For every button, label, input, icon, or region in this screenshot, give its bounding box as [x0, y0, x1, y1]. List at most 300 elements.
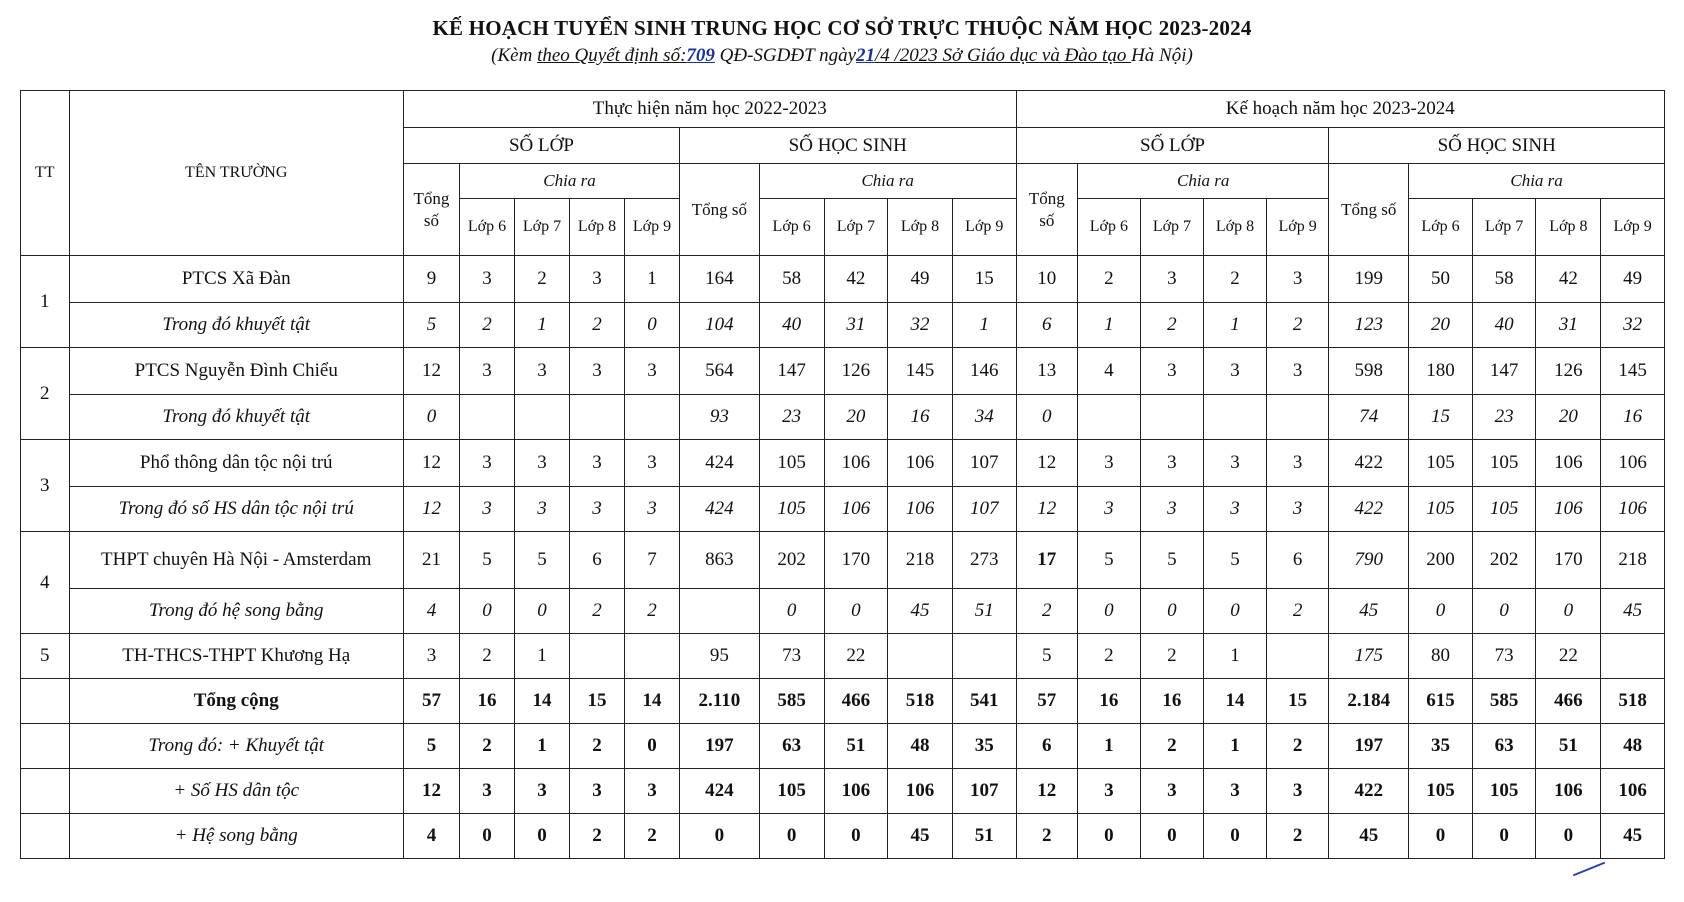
value-cell [1140, 395, 1204, 440]
value-cell: 175 [1329, 634, 1409, 679]
value-cell: 0 [824, 589, 888, 634]
value-cell: 2 [1016, 814, 1077, 859]
header-grade-6: Lớp 6 [759, 199, 824, 256]
value-cell: 3 [403, 634, 459, 679]
value-cell: 0 [759, 589, 824, 634]
value-cell: 3 [1078, 440, 1141, 487]
table-row [21, 487, 1665, 532]
value-cell: 107 [952, 487, 1016, 532]
school-name: THPT chuyên Hà Nội - Amsterdam [69, 532, 403, 589]
value-cell: 3 [1266, 769, 1329, 814]
value-cell [625, 395, 680, 440]
value-cell: 2 [1140, 303, 1204, 348]
value-cell: 2 [1266, 589, 1329, 634]
value-cell: 106 [824, 487, 888, 532]
value-cell: 200 [1409, 532, 1473, 589]
value-cell: 15 [1266, 679, 1329, 724]
value-cell: 105 [1409, 769, 1473, 814]
header-total-classes-2022: Tổng số [403, 164, 459, 256]
value-cell: 0 [1472, 589, 1536, 634]
value-cell: 1 [1078, 303, 1141, 348]
value-cell [570, 395, 625, 440]
header-grade-6: Lớp 6 [1078, 199, 1141, 256]
value-cell: 3 [1204, 769, 1267, 814]
value-cell: 0 [1536, 814, 1601, 859]
value-cell: 585 [1472, 679, 1536, 724]
value-cell: 170 [1536, 532, 1601, 589]
value-cell: 1 [1078, 724, 1141, 769]
value-cell: 9 [403, 256, 459, 303]
value-cell: 6 [1016, 303, 1077, 348]
value-cell: 104 [680, 303, 760, 348]
value-cell: 57 [403, 679, 459, 724]
value-cell: 3 [1140, 348, 1204, 395]
value-cell [1601, 634, 1665, 679]
value-cell: 106 [888, 487, 953, 532]
value-cell: 126 [824, 348, 888, 395]
value-cell: 48 [888, 724, 953, 769]
value-cell: 518 [888, 679, 953, 724]
header-grade-8: Lớp 8 [888, 199, 953, 256]
value-cell: 20 [824, 395, 888, 440]
value-cell: 3 [570, 256, 625, 303]
value-cell: 273 [952, 532, 1016, 589]
value-cell: 42 [824, 256, 888, 303]
value-cell [625, 634, 680, 679]
value-cell: 518 [1601, 679, 1665, 724]
table-row [21, 589, 1665, 634]
row-index: 5 [21, 634, 70, 679]
value-cell: 12 [403, 348, 459, 395]
value-cell: 32 [1601, 303, 1665, 348]
table-row [21, 256, 1665, 303]
value-cell: 105 [1409, 487, 1473, 532]
value-cell: 0 [1472, 814, 1536, 859]
value-cell [888, 634, 953, 679]
value-cell: 15 [570, 679, 625, 724]
value-cell: 3 [1266, 256, 1329, 303]
value-cell: 57 [1016, 679, 1077, 724]
value-cell: 3 [570, 348, 625, 395]
value-cell: 0 [625, 303, 680, 348]
value-cell: 0 [1204, 814, 1267, 859]
value-cell: 12 [403, 440, 459, 487]
header-school-name: TÊN TRƯỜNG [69, 91, 403, 256]
value-cell: 51 [824, 724, 888, 769]
value-cell: 2 [1266, 724, 1329, 769]
table-row-total [21, 679, 1665, 724]
value-cell: 147 [1472, 348, 1536, 395]
value-cell: 2 [1140, 724, 1204, 769]
value-cell: 0 [1204, 589, 1267, 634]
value-cell: 3 [460, 348, 515, 395]
value-cell: 3 [1078, 487, 1141, 532]
value-cell: 2 [1016, 589, 1077, 634]
row-index-empty [21, 724, 70, 769]
value-cell: 424 [680, 769, 760, 814]
value-cell: 2 [1266, 814, 1329, 859]
handwritten-day: 21 [856, 45, 875, 66]
value-cell: 0 [460, 589, 515, 634]
value-cell: 126 [1536, 348, 1601, 395]
value-cell: 2 [460, 724, 515, 769]
value-cell: 199 [1329, 256, 1409, 303]
table-row [21, 303, 1665, 348]
row-index: 3 [21, 440, 70, 532]
value-cell: 23 [759, 395, 824, 440]
value-cell: 16 [1140, 679, 1204, 724]
header-breakdown: Chia ra [759, 164, 1016, 199]
value-cell: 0 [460, 814, 515, 859]
value-cell [460, 395, 515, 440]
value-cell: 3 [515, 348, 570, 395]
header-students-2022: SỐ HỌC SINH [680, 128, 1017, 164]
school-subrow-label: Trong đó số HS dân tộc nội trú [69, 487, 403, 532]
row-index-empty [21, 679, 70, 724]
value-cell [1204, 395, 1267, 440]
value-cell: 0 [1140, 814, 1204, 859]
value-cell [515, 395, 570, 440]
school-subrow-label: Trong đó khuyết tật [69, 395, 403, 440]
value-cell: 3 [515, 440, 570, 487]
value-cell: 12 [1016, 487, 1077, 532]
value-cell: 45 [888, 814, 953, 859]
value-cell: 20 [1536, 395, 1601, 440]
value-cell: 2 [570, 589, 625, 634]
value-cell: 6 [570, 532, 625, 589]
value-cell: 3 [1204, 348, 1267, 395]
value-cell: 4 [403, 814, 459, 859]
value-cell: 197 [680, 724, 760, 769]
table-row-summary [21, 769, 1665, 814]
value-cell: 107 [952, 769, 1016, 814]
value-cell: 106 [1536, 487, 1601, 532]
value-cell: 0 [1536, 589, 1601, 634]
value-cell: 3 [460, 256, 515, 303]
value-cell: 34 [952, 395, 1016, 440]
value-cell: 51 [1536, 724, 1601, 769]
value-cell: 45 [888, 589, 953, 634]
header-plan-2023-2024: Kế hoạch năm học 2023-2024 [1016, 91, 1664, 128]
value-cell: 3 [460, 487, 515, 532]
value-cell: 145 [888, 348, 953, 395]
header-grade-8: Lớp 8 [1536, 199, 1601, 256]
value-cell: 422 [1329, 440, 1409, 487]
value-cell: 95 [680, 634, 760, 679]
header-students-2023: SỐ HỌC SINH [1329, 128, 1665, 164]
value-cell: 58 [759, 256, 824, 303]
header-grade-8: Lớp 8 [1204, 199, 1267, 256]
value-cell: 14 [515, 679, 570, 724]
school-name: TH-THCS-THPT Khương Hạ [69, 634, 403, 679]
value-cell: 585 [759, 679, 824, 724]
value-cell: 3 [1204, 440, 1267, 487]
value-cell: 7 [625, 532, 680, 589]
value-cell: 3 [570, 440, 625, 487]
value-cell: 74 [1329, 395, 1409, 440]
value-cell: 23 [1472, 395, 1536, 440]
value-cell: 14 [625, 679, 680, 724]
value-cell: 51 [952, 589, 1016, 634]
header-grade-6: Lớp 6 [460, 199, 515, 256]
table-row [21, 634, 1665, 679]
value-cell [952, 634, 1016, 679]
total-label: Tổng cộng [69, 679, 403, 724]
value-cell: 45 [1601, 814, 1665, 859]
value-cell: 4 [1078, 348, 1141, 395]
value-cell: 106 [1601, 769, 1665, 814]
value-cell: 3 [625, 440, 680, 487]
value-cell: 3 [570, 769, 625, 814]
value-cell: 16 [1601, 395, 1665, 440]
value-cell: 40 [1472, 303, 1536, 348]
handwritten-decision-number: 709 [686, 45, 715, 66]
value-cell: 35 [952, 724, 1016, 769]
value-cell: 5 [1016, 634, 1077, 679]
table-row [21, 532, 1665, 589]
summary-label: + Hệ song bằng [69, 814, 403, 859]
value-cell: 1 [1204, 724, 1267, 769]
value-cell: 0 [515, 589, 570, 634]
enrollment-plan-table [20, 90, 1665, 859]
value-cell: 51 [952, 814, 1016, 859]
value-cell: 105 [759, 769, 824, 814]
summary-label: + Số HS dân tộc [69, 769, 403, 814]
value-cell: 5 [403, 724, 459, 769]
value-cell: 147 [759, 348, 824, 395]
row-index: 4 [21, 532, 70, 634]
pen-mark [1573, 862, 1605, 877]
value-cell: 48 [1601, 724, 1665, 769]
table-row-summary [21, 814, 1665, 859]
value-cell: 32 [888, 303, 953, 348]
row-index-empty [21, 769, 70, 814]
value-cell: 31 [824, 303, 888, 348]
summary-label: Trong đó: + Khuyết tật [69, 724, 403, 769]
value-cell: 45 [1601, 589, 1665, 634]
value-cell: 12 [403, 487, 459, 532]
value-cell: 1 [952, 303, 1016, 348]
value-cell: 3 [625, 348, 680, 395]
value-cell [1266, 395, 1329, 440]
header-grade-9: Lớp 9 [952, 199, 1016, 256]
value-cell: 564 [680, 348, 760, 395]
value-cell: 424 [680, 487, 760, 532]
value-cell: 106 [888, 769, 953, 814]
value-cell: 2 [460, 303, 515, 348]
value-cell: 0 [1140, 589, 1204, 634]
value-cell: 2 [515, 256, 570, 303]
value-cell: 3 [1078, 769, 1141, 814]
header-classes-2022: SỐ LỚP [403, 128, 679, 164]
value-cell: 106 [888, 440, 953, 487]
value-cell: 2 [1078, 634, 1141, 679]
value-cell: 105 [1472, 440, 1536, 487]
value-cell: 3 [1140, 487, 1204, 532]
value-cell: 0 [759, 814, 824, 859]
value-cell: 10 [1016, 256, 1077, 303]
header-grade-6: Lớp 6 [1409, 199, 1473, 256]
value-cell: 5 [515, 532, 570, 589]
value-cell: 2 [625, 589, 680, 634]
header-classes-2023: SỐ LỚP [1016, 128, 1329, 164]
value-cell: 3 [625, 769, 680, 814]
value-cell: 202 [759, 532, 824, 589]
row-index-empty [21, 814, 70, 859]
header-grade-7: Lớp 7 [1472, 199, 1536, 256]
value-cell: 0 [625, 724, 680, 769]
value-cell: 5 [1204, 532, 1267, 589]
value-cell: 2 [1140, 634, 1204, 679]
value-cell: 40 [759, 303, 824, 348]
value-cell: 0 [515, 814, 570, 859]
value-cell: 145 [1601, 348, 1665, 395]
value-cell: 35 [1409, 724, 1473, 769]
value-cell: 105 [759, 440, 824, 487]
value-cell: 106 [1601, 440, 1665, 487]
value-cell: 49 [1601, 256, 1665, 303]
value-cell: 2 [570, 814, 625, 859]
value-cell: 2 [1204, 256, 1267, 303]
value-cell: 164 [680, 256, 760, 303]
value-cell: 422 [1329, 769, 1409, 814]
value-cell: 15 [952, 256, 1016, 303]
value-cell: 50 [1409, 256, 1473, 303]
value-cell: 0 [1409, 814, 1473, 859]
value-cell: 5 [1140, 532, 1204, 589]
value-cell: 3 [515, 769, 570, 814]
value-cell: 105 [1409, 440, 1473, 487]
school-subrow-label: Trong đó khuyết tật [69, 303, 403, 348]
value-cell: 63 [1472, 724, 1536, 769]
value-cell: 3 [1266, 348, 1329, 395]
header-total-students-2022: Tổng số [680, 164, 760, 256]
value-cell: 2 [625, 814, 680, 859]
value-cell: 17 [1016, 532, 1077, 589]
value-cell [1266, 634, 1329, 679]
value-cell: 21 [403, 532, 459, 589]
header-grade-9: Lớp 9 [1266, 199, 1329, 256]
value-cell: 31 [1536, 303, 1601, 348]
document-subtitle: (Kèm theo Quyết định số:709 QĐ-SGDĐT ngày21/4 /2023 Sở Giáo dục và Đào tạo Hà Nội) [491, 45, 1193, 66]
value-cell: 3 [1140, 440, 1204, 487]
value-cell: 1 [515, 303, 570, 348]
value-cell: 106 [1601, 487, 1665, 532]
value-cell [570, 634, 625, 679]
value-cell: 106 [824, 769, 888, 814]
value-cell: 3 [625, 487, 680, 532]
row-index: 2 [21, 348, 70, 440]
value-cell: 1 [515, 634, 570, 679]
value-cell: 424 [680, 440, 760, 487]
value-cell: 107 [952, 440, 1016, 487]
header-grade-8: Lớp 8 [570, 199, 625, 256]
value-cell: 3 [1266, 487, 1329, 532]
table-row [21, 348, 1665, 395]
value-cell: 22 [824, 634, 888, 679]
value-cell: 2 [570, 724, 625, 769]
value-cell: 3 [515, 487, 570, 532]
value-cell: 197 [1329, 724, 1409, 769]
value-cell: 5 [1078, 532, 1141, 589]
value-cell: 3 [460, 440, 515, 487]
value-cell: 3 [460, 769, 515, 814]
value-cell: 73 [1472, 634, 1536, 679]
value-cell: 863 [680, 532, 760, 589]
value-cell: 106 [1536, 440, 1601, 487]
header-grade-7: Lớp 7 [1140, 199, 1204, 256]
header-tt: TT [21, 91, 70, 256]
value-cell: 80 [1409, 634, 1473, 679]
value-cell: 218 [1601, 532, 1665, 589]
value-cell: 2.110 [680, 679, 760, 724]
value-cell: 0 [1409, 589, 1473, 634]
header-breakdown: Chia ra [1409, 164, 1665, 199]
value-cell: 63 [759, 724, 824, 769]
value-cell: 105 [1472, 769, 1536, 814]
value-cell: 105 [759, 487, 824, 532]
value-cell: 5 [460, 532, 515, 589]
value-cell: 466 [1536, 679, 1601, 724]
value-cell: 42 [1536, 256, 1601, 303]
value-cell: 0 [403, 395, 459, 440]
table-row [21, 440, 1665, 487]
value-cell: 14 [1204, 679, 1267, 724]
value-cell: 170 [824, 532, 888, 589]
header-total-classes-2023: Tổng số [1016, 164, 1077, 256]
value-cell: 615 [1409, 679, 1473, 724]
value-cell: 0 [824, 814, 888, 859]
value-cell: 12 [403, 769, 459, 814]
value-cell: 73 [759, 634, 824, 679]
value-cell: 6 [1266, 532, 1329, 589]
school-subrow-label: Trong đó hệ song bằng [69, 589, 403, 634]
value-cell: 2 [570, 303, 625, 348]
value-cell: 146 [952, 348, 1016, 395]
value-cell: 180 [1409, 348, 1473, 395]
header-grade-7: Lớp 7 [515, 199, 570, 256]
value-cell: 13 [1016, 348, 1077, 395]
value-cell: 16 [1078, 679, 1141, 724]
value-cell: 5 [403, 303, 459, 348]
school-name: PTCS Xã Đàn [69, 256, 403, 303]
value-cell: 16 [460, 679, 515, 724]
value-cell: 105 [1472, 487, 1536, 532]
value-cell: 15 [1409, 395, 1473, 440]
header-grade-9: Lớp 9 [1601, 199, 1665, 256]
value-cell: 218 [888, 532, 953, 589]
value-cell: 3 [570, 487, 625, 532]
value-cell: 1 [625, 256, 680, 303]
value-cell [680, 589, 760, 634]
table-row [21, 395, 1665, 440]
header-total-students-2023: Tổng số [1329, 164, 1409, 256]
header-grade-7: Lớp 7 [824, 199, 888, 256]
value-cell: 22 [1536, 634, 1601, 679]
document-title: KẾ HOẠCH TUYỂN SINH TRUNG HỌC CƠ SỞ TRỰC THUỘC NĂM HỌC 2023-2024 [432, 16, 1252, 40]
value-cell: 598 [1329, 348, 1409, 395]
value-cell: 123 [1329, 303, 1409, 348]
value-cell: 3 [1140, 769, 1204, 814]
value-cell: 12 [1016, 440, 1077, 487]
header-grade-9: Lớp 9 [625, 199, 680, 256]
value-cell: 3 [1140, 256, 1204, 303]
row-index: 1 [21, 256, 70, 348]
value-cell: 106 [1536, 769, 1601, 814]
value-cell: 3 [1204, 487, 1267, 532]
value-cell: 3 [1266, 440, 1329, 487]
value-cell: 1 [1204, 303, 1267, 348]
